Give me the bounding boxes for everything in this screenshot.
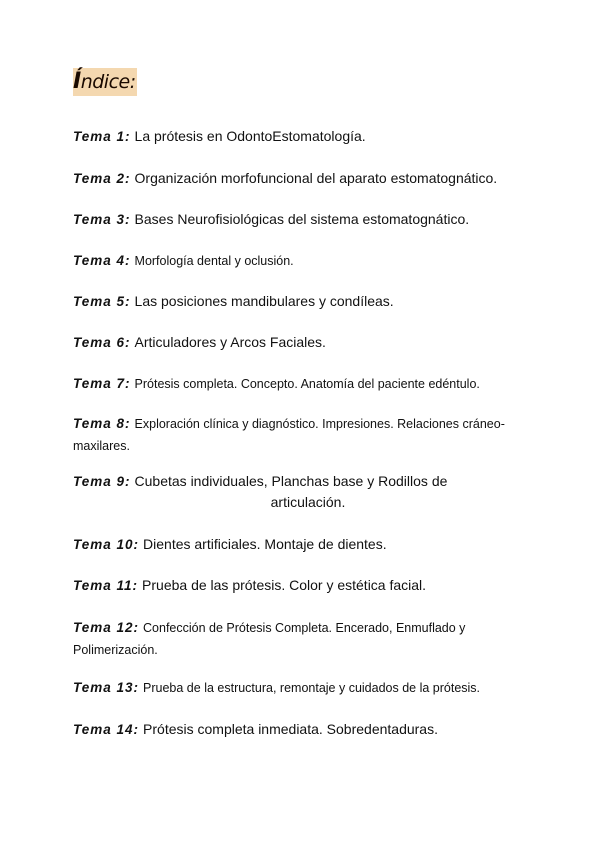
toc-entry-number: Tema 8: (73, 416, 131, 431)
toc-entry-number: Tema 3: (73, 212, 131, 227)
toc-entry-title: Prueba de las prótesis. Color y estética facial. (142, 577, 427, 593)
toc-entry-number: Tema 5: (73, 294, 131, 309)
toc-entry-number: Tema 6: (73, 335, 131, 350)
toc-entry-number: Tema 4: (73, 253, 131, 268)
toc-entry-title: Prótesis completa. Concepto. Anatomía del paciente edéntulo. (134, 377, 480, 391)
toc-entry-number: Tema 13: (73, 680, 140, 695)
toc-entry-title: Prueba de la estructura, remontaje y cuidados de la prótesis. (143, 681, 481, 695)
toc-entry-3 (73, 209, 533, 230)
toc-entry-title: Prótesis completa inmediata. Sobredentaduras. (143, 721, 438, 737)
toc-entry-number: Tema 12: (73, 620, 140, 635)
toc-entry-8 (73, 413, 533, 457)
toc-entry-number: Tema 1: (73, 129, 131, 144)
toc-entry-11 (73, 575, 533, 596)
toc-entry-title: Organización morfofuncional del aparato estomatognático. (134, 170, 498, 186)
toc-entry-13 (73, 677, 533, 699)
toc-entry-4 (73, 250, 533, 272)
toc-entry-14 (73, 719, 533, 740)
toc-entry-title: Cubetas individuales, Planchas base y Rodillos de (134, 473, 448, 489)
toc-entry-number: Tema 11: (73, 578, 139, 593)
toc-entry-10 (73, 534, 533, 555)
toc-entry-6 (73, 332, 533, 353)
toc-entry-title-continuation: articulación. (270, 494, 346, 510)
toc-entry-title: Confección de Prótesis Completa. Encerado, Enmuflado y Polimerización. (73, 621, 466, 657)
toc-entry-number: Tema 9: (73, 474, 131, 489)
toc-entry-title: Las posiciones mandibulares y condíleas. (134, 293, 394, 309)
toc-entry-title: Dientes artificiales. Montaje de dientes. (143, 536, 387, 552)
toc-entry-9 (73, 471, 533, 513)
toc-entry-2 (73, 168, 533, 189)
toc-entry-number: Tema 2: (73, 171, 131, 186)
toc-entry-1 (73, 126, 533, 147)
toc-entry-5 (73, 291, 533, 312)
toc-entry-title: Bases Neurofisiológicas del sistema estomatognático. (134, 211, 470, 227)
toc-entry-number: Tema 14: (73, 722, 140, 737)
toc-entry-title: Exploración clínica y diagnóstico. Impresiones. Relaciones cráneo-maxilares. (73, 417, 505, 453)
toc-entry-title: La prótesis en OdontoEstomatología. (134, 128, 366, 144)
toc-entry-title: Morfología dental y oclusión. (134, 254, 294, 268)
toc-entry-title: Articuladores y Arcos Faciales. (134, 334, 326, 350)
index-heading-rest: ndice: (80, 71, 136, 93)
toc-entry-12 (73, 617, 533, 661)
toc-entry-7 (73, 373, 533, 395)
toc-entry-number: Tema 7: (73, 376, 131, 391)
index-heading (73, 68, 137, 96)
toc-entry-number: Tema 10: (73, 537, 140, 552)
index-heading-initial: Í (73, 69, 81, 94)
